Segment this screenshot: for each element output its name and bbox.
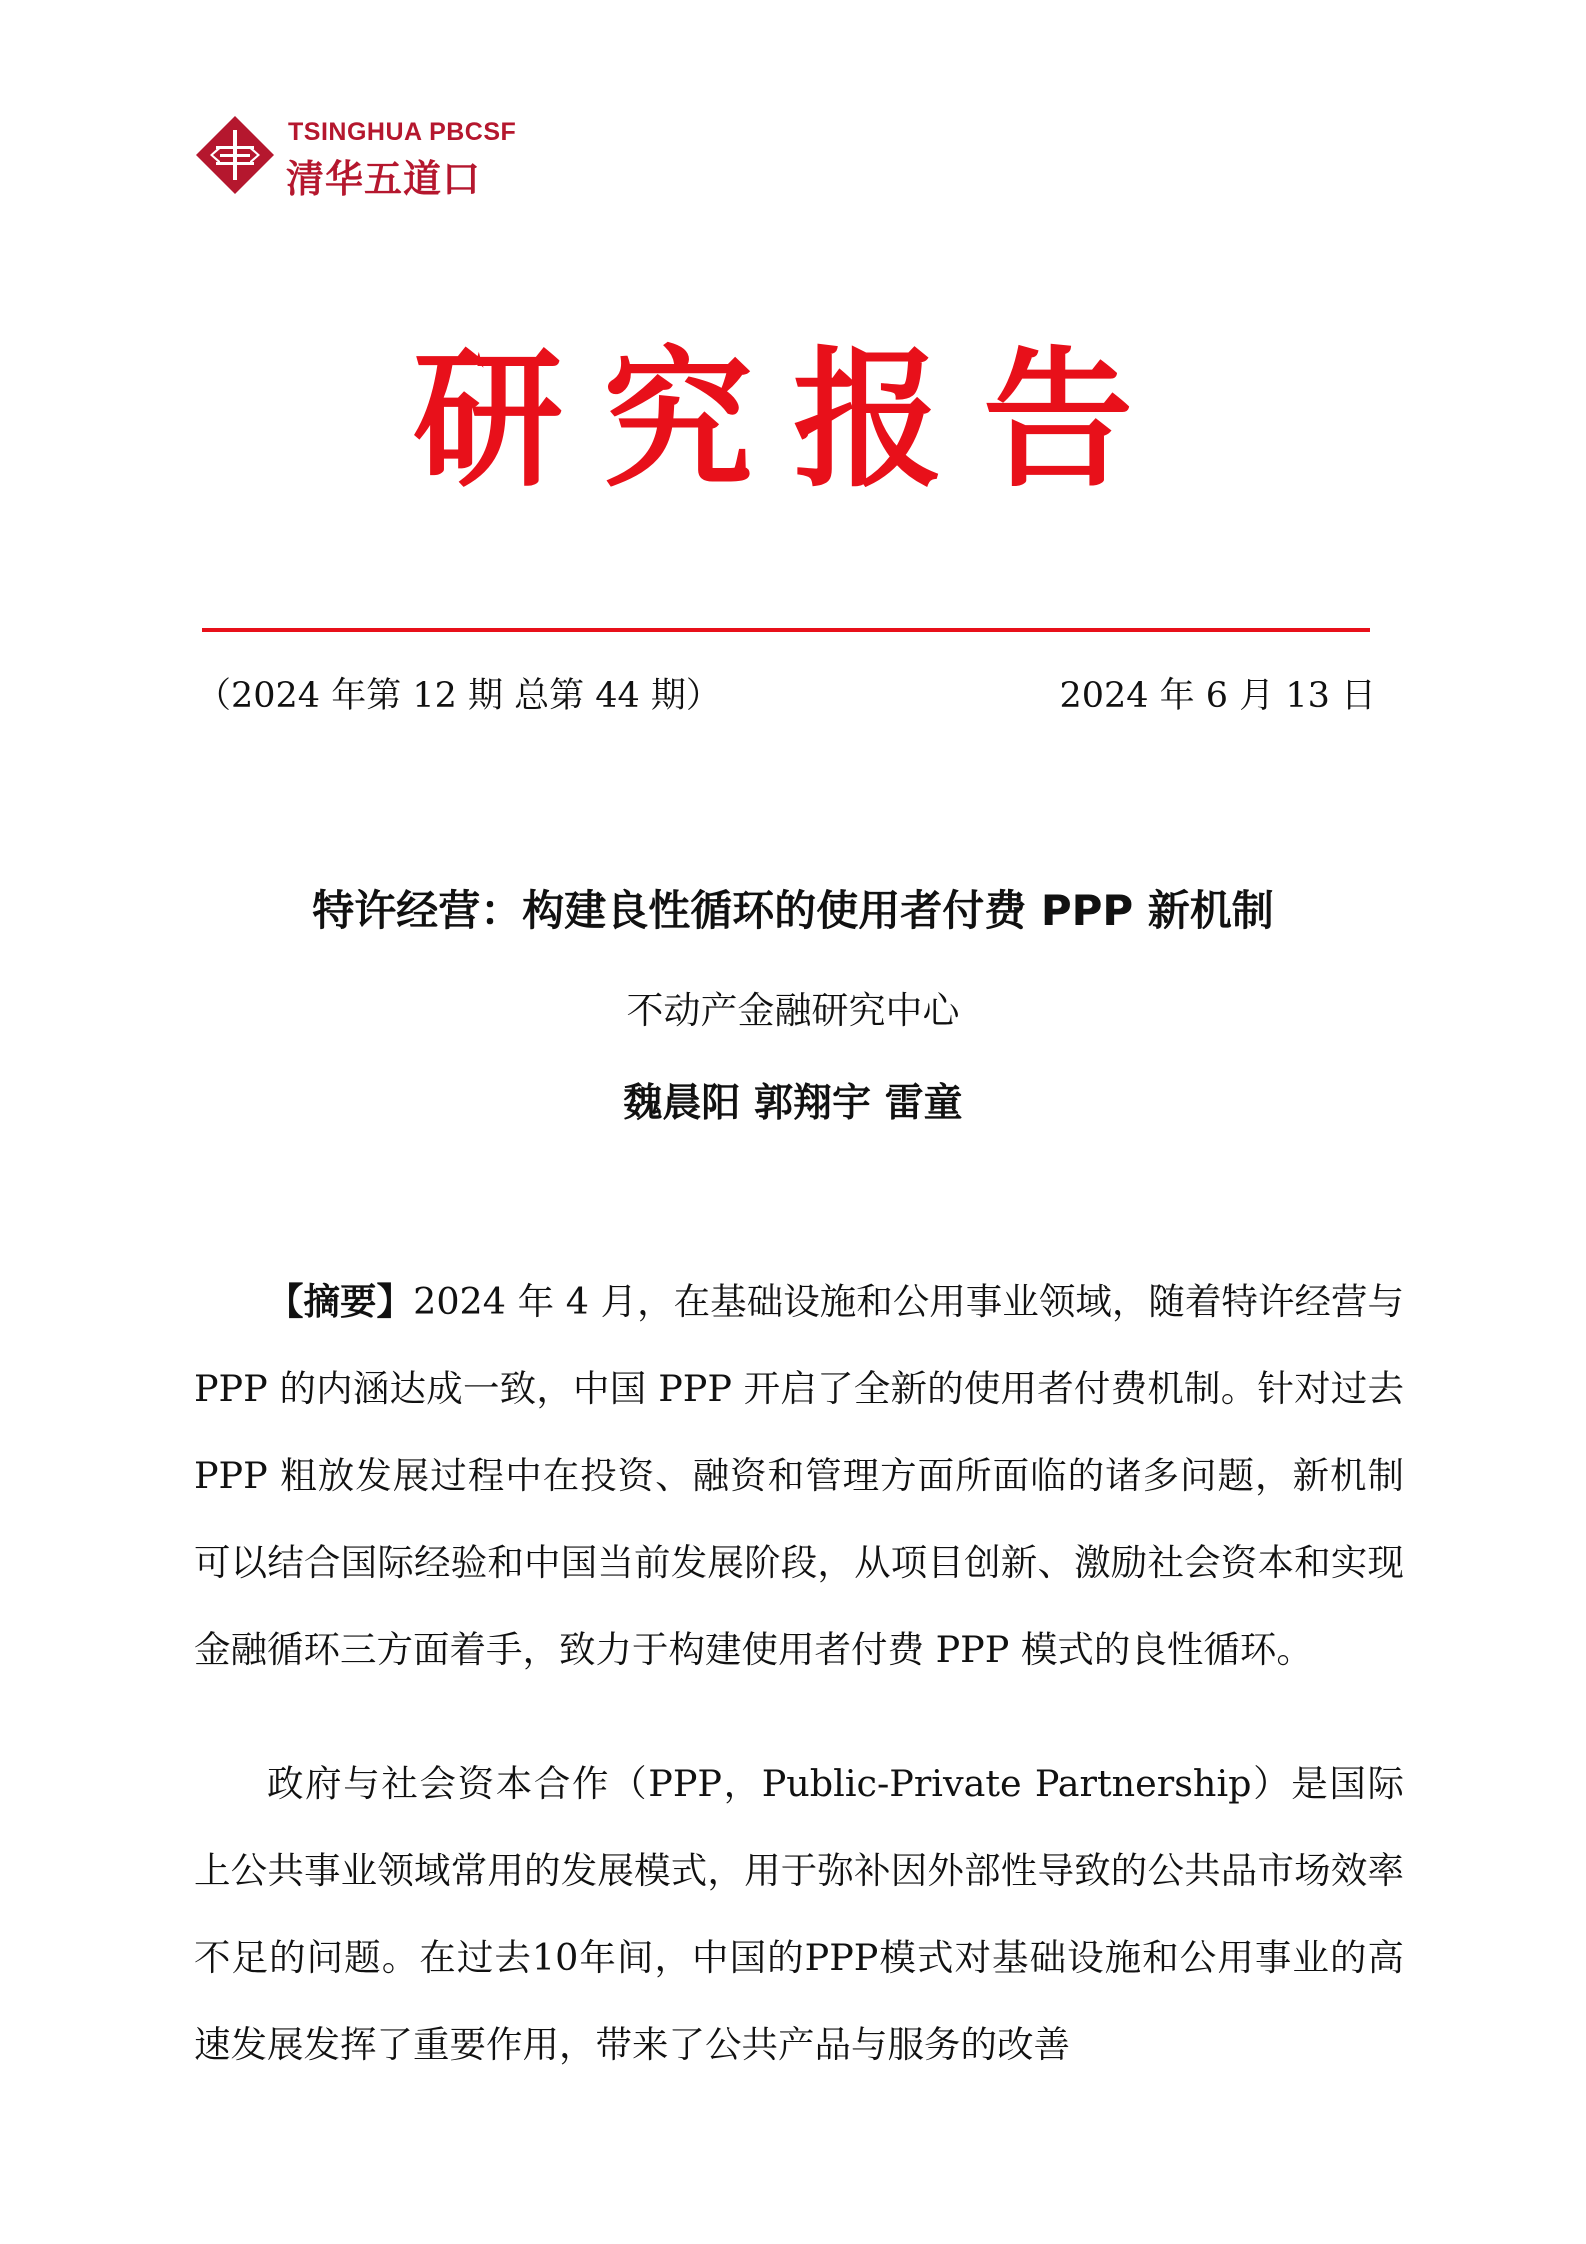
- tsinghua-pbcsf-logo: [196, 112, 556, 202]
- logo-english-name: TSINGHUA PBCSF: [288, 118, 517, 146]
- body-paragraph: 政府与社会资本合作（PPP，Public-Private Partnership）是国际上公共事业领域常用的发展模式，用于弥补因外部性导致的公共品市场效率不足的问题。在过去10年间，中国的PPP模式对基础设施和公用事业的高速发展发挥了重要作用，带来了公共产品与服务的改善: [194, 1762, 1404, 2066]
- abstract-text: 2024 年 4 月，在基础设施和公用事业领域，随着特许经营与 PPP 的内涵达成一致，中国 PPP 开启了全新的使用者付费机制。针对过去 PPP 粗放发展过程中在投资、融资和管理方面所面临的诸多问题，新机制可以结合国际经验和中国当前发展阶段，从项目创新、激励社会资本和实现金融循环三方面着手，致力于构建使用者付费 PPP 模式的良性循环。: [194, 1280, 1405, 1671]
- research-center: 不动产金融研究中心: [626, 989, 960, 1032]
- issue-number: （2024 年第 12 期 总第 44 期）: [196, 676, 721, 716]
- authors: 魏晨阳 郭翔宇 雷童: [623, 1081, 963, 1126]
- publish-date: 2024 年 6 月 13 日: [1059, 676, 1376, 716]
- abstract-label: 【摘要】: [267, 1280, 414, 1323]
- red-divider: [202, 628, 1370, 632]
- document-title: 特许经营：构建良性循环的使用者付费 PPP 新机制: [312, 886, 1274, 935]
- abstract-paragraph: [194, 1258, 1404, 1693]
- report-heading: 研究报告: [412, 332, 1173, 508]
- logo-chinese-name: 清华五道口: [286, 157, 482, 201]
- pbcsf-logo-icon: [196, 116, 274, 194]
